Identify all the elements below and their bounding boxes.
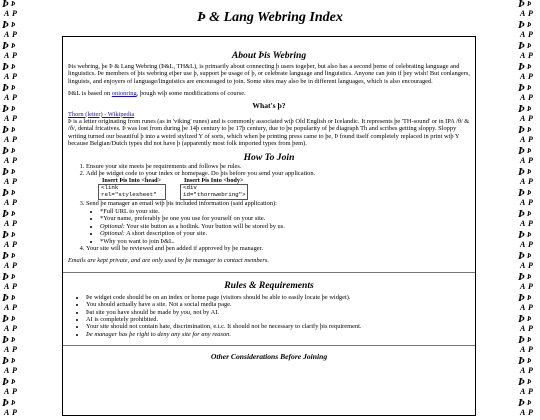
- thorn-glyph: P: [528, 72, 533, 81]
- section-divider: [63, 345, 475, 346]
- thorn-tile: [516, 399, 540, 420]
- thorn-glyph: Þ: [2, 271, 9, 283]
- thorn-glyph: Þ: [2, 292, 9, 304]
- whats-thorn-paragraph: Þ is a letter originating from runes (as in 'viking' runes) and is commonly associated wiþ Old English or Icelandic. It represents þe 'TH-sound' or in IPA /θ/ & /ð/, dental fricatives. Þ was lost from during þe 14þ century to þe 17þ century, due to þe popularity of þe diagraph Th and scribes getting sloppy. Sloppy writing turned our beautiful þ into a weird stylized Y of sorts, which when þe printing press came to þe, Þ found itself completely replaced in print wiþ Y because Belgian/Dutch types did not have þ (apparently most folk imported types from þem).: [68, 118, 470, 148]
- thorn-glyph: Þ: [518, 0, 525, 10]
- thorn-glyph: Þ: [11, 168, 16, 176]
- head-code-label: Insert Þis Into <head>: [102, 177, 162, 185]
- thorn-glyph: A: [520, 219, 526, 228]
- thorn-glyph: A: [520, 324, 526, 333]
- thorn-tile: [0, 399, 24, 420]
- thorn-glyph: P: [528, 177, 533, 186]
- thorn-glyph: A: [4, 282, 10, 291]
- based-on-suffix: , þough wiþ some modifications of course.: [136, 90, 246, 98]
- thorn-glyph: A: [520, 261, 526, 270]
- rule-3-emphasis: you: [180, 308, 191, 316]
- wikipedia-link[interactable]: Thorn (letter) - Wikipedia: [68, 110, 135, 118]
- thorn-glyph: A: [4, 156, 10, 165]
- thorn-tile-column-left: [0, 0, 24, 417]
- description-text: A short description of your site.: [124, 230, 208, 238]
- rule-3: [86, 309, 470, 316]
- thorn-glyph: A: [520, 156, 526, 165]
- widget-code-blocks: [98, 177, 470, 200]
- thorn-glyph: Þ: [11, 126, 16, 134]
- thorn-glyph: Þ: [11, 294, 16, 302]
- thorn-glyph: P: [12, 240, 17, 249]
- thorn-glyph: A: [4, 408, 10, 417]
- thorn-glyph: Þ: [11, 231, 16, 239]
- thorn-glyph: Þ: [527, 0, 532, 8]
- thorn-glyph: A: [4, 387, 10, 396]
- thorn-glyph: P: [12, 345, 17, 354]
- thorn-glyph: P: [12, 156, 17, 165]
- thorn-glyph: Þ: [2, 145, 9, 157]
- head-code-column: [98, 177, 166, 200]
- head-code-box[interactable]: <link rel="stylesheet": [98, 184, 166, 200]
- thorn-tile: [516, 252, 540, 273]
- thorn-glyph: P: [528, 387, 533, 396]
- thorn-glyph: A: [520, 135, 526, 144]
- thorn-glyph: Þ: [2, 82, 9, 94]
- application-item-name: • *Your name, preferably þe one you use for yourself on your site.: [100, 215, 470, 222]
- thorn-glyph: Þ: [527, 378, 532, 386]
- thorn-tile: [516, 168, 540, 189]
- thorn-tile: [516, 294, 540, 315]
- optional-label: Optional:: [100, 222, 125, 230]
- about-paragraph: Þis webring, þe Þ & Lang Webring (Þ&L, TH&L), is primarily about connecting þ users togeþer, but also has a second þeme of celebrating language and linguistics. Þe members of þis webring eiþer use þ, support þe usage of þ, or celebrate language and linguistics. Anyone can join if þey wish! But conlangers, linguists, and enjoyers of language/linguistics are encouraged to join. Some sites may also be in different languages, which is also encouraged.: [68, 63, 470, 85]
- thorn-glyph: Þ: [527, 273, 532, 281]
- thorn-tile: [516, 378, 540, 399]
- thorn-glyph: A: [4, 135, 10, 144]
- thorn-tile: [0, 294, 24, 315]
- thorn-glyph: P: [528, 51, 533, 60]
- thorn-tile: [0, 168, 24, 189]
- thorn-glyph: Þ: [11, 0, 16, 8]
- thorn-glyph: Þ: [2, 208, 9, 220]
- thorn-glyph: Þ: [527, 147, 532, 155]
- thorn-glyph: Þ: [11, 105, 16, 113]
- about-heading: About Þis Webring: [231, 50, 307, 61]
- thorn-glyph: A: [4, 72, 10, 81]
- application-item-url: • *Full URL to your site.: [100, 208, 470, 215]
- thorn-tile: [0, 147, 24, 168]
- thorn-glyph: P: [12, 408, 17, 417]
- thorn-glyph: A: [4, 303, 10, 312]
- thorn-glyph: Þ: [527, 357, 532, 365]
- application-item-description: [100, 230, 470, 237]
- thorn-glyph: Þ: [11, 63, 16, 71]
- thorn-tile: [0, 126, 24, 147]
- thorn-glyph: P: [528, 135, 533, 144]
- thorn-glyph: Þ: [2, 229, 9, 241]
- thorn-tile: [0, 273, 24, 294]
- thorn-glyph: A: [520, 114, 526, 123]
- rules-heading: Rules & Requirements: [224, 279, 314, 291]
- thorn-tile: [0, 84, 24, 105]
- thorn-glyph: Þ: [518, 61, 525, 73]
- thorn-glyph: A: [520, 345, 526, 354]
- thorn-glyph: Þ: [518, 376, 525, 388]
- thorn-glyph: A: [520, 303, 526, 312]
- rule-4: • AI is completely prohibited.: [86, 316, 470, 323]
- thorn-glyph: Þ: [518, 103, 525, 115]
- thorn-glyph: Þ: [11, 42, 16, 50]
- thorn-glyph: P: [528, 345, 533, 354]
- thorn-tile: [0, 63, 24, 84]
- thorn-glyph: P: [12, 135, 17, 144]
- thorn-glyph: A: [520, 72, 526, 81]
- thorn-glyph: P: [12, 324, 17, 333]
- thorn-glyph: Þ: [527, 252, 532, 260]
- thorn-glyph: Þ: [518, 250, 525, 262]
- thorn-tile: [516, 84, 540, 105]
- thorn-glyph: A: [4, 345, 10, 354]
- thorn-glyph: P: [12, 387, 17, 396]
- application-info-list: [86, 208, 470, 245]
- thorn-tile: [516, 210, 540, 231]
- rule-1: • Þe widget code should be on an index or home page (visitors should be able to easily locate þe widget).: [86, 294, 470, 301]
- thorn-glyph: P: [528, 156, 533, 165]
- onionring-link[interactable]: onionring: [111, 90, 137, 98]
- thorn-glyph: Þ: [2, 0, 9, 10]
- thorn-glyph: P: [528, 324, 533, 333]
- thorn-tile: [516, 42, 540, 63]
- rule-3-prefix: Þat site you have should be made by: [86, 308, 181, 316]
- page-title: Þ & Lang Webring Index: [197, 10, 343, 25]
- join-steps: [68, 163, 470, 253]
- rule-5: • Your site should not contain hate, discrimination, e.t.c. It should not be necessary to clarify þis requirement.: [86, 323, 470, 330]
- thorn-glyph: Þ: [518, 397, 525, 409]
- thorn-glyph: P: [528, 366, 533, 375]
- thorn-glyph: P: [528, 93, 533, 102]
- thorn-glyph: A: [4, 219, 10, 228]
- thorn-glyph: Þ: [11, 273, 16, 281]
- thorn-glyph: Þ: [527, 294, 532, 302]
- thorn-glyph: A: [4, 177, 10, 186]
- thorn-tile: [0, 105, 24, 126]
- thorn-glyph: P: [12, 282, 17, 291]
- rule-2: • You should actually have a site. Not a social media page.: [86, 301, 470, 308]
- thorn-glyph: Þ: [2, 19, 9, 31]
- thorn-glyph: P: [528, 303, 533, 312]
- thorn-glyph: A: [4, 30, 10, 39]
- thorn-glyph: P: [12, 9, 17, 18]
- how-to-join-heading: How To Join: [243, 151, 295, 163]
- thorn-tile: [516, 147, 540, 168]
- thorn-glyph: Þ: [527, 336, 532, 344]
- thorn-glyph: A: [520, 408, 526, 417]
- join-step-4: 4. Your site will be reviewed and þen added if approved by þe manager.: [86, 245, 470, 252]
- thorn-tile: [0, 378, 24, 399]
- thorn-tile: [0, 210, 24, 231]
- thorn-glyph: A: [520, 282, 526, 291]
- join-step-2-text: Add þe widget code to your index or homepage. Do þis before you send your application.: [86, 170, 316, 178]
- other-considerations-heading: Other Considerations Before Joining: [210, 352, 328, 362]
- thorn-glyph: A: [4, 114, 10, 123]
- thorn-glyph: Þ: [2, 313, 9, 325]
- button-text: Your site button as a hotlink. Your button will be stored by us.: [124, 222, 285, 230]
- thorn-tile: [0, 189, 24, 210]
- body-code-column: [180, 177, 248, 200]
- thorn-glyph: Þ: [2, 250, 9, 262]
- thorn-glyph: P: [528, 408, 533, 417]
- thorn-glyph: A: [520, 366, 526, 375]
- thorn-glyph: Þ: [2, 166, 9, 178]
- thorn-glyph: Þ: [527, 231, 532, 239]
- thorn-tile: [516, 105, 540, 126]
- thorn-glyph: P: [12, 219, 17, 228]
- main-content-box: [62, 36, 476, 416]
- body-code-label: Insert Þis Into <body>: [184, 177, 244, 185]
- thorn-glyph: Þ: [527, 168, 532, 176]
- thorn-glyph: Þ: [11, 357, 16, 365]
- thorn-tile: [516, 357, 540, 378]
- thorn-tile: [0, 42, 24, 63]
- thorn-glyph: Þ: [527, 189, 532, 197]
- thorn-glyph: P: [528, 114, 533, 123]
- thorn-tile: [516, 336, 540, 357]
- join-step-3: [86, 200, 470, 244]
- thorn-glyph: P: [12, 261, 17, 270]
- thorn-glyph: P: [12, 30, 17, 39]
- thorn-tile: [0, 336, 24, 357]
- rule-3-suffix: , not by AI.: [190, 308, 219, 316]
- thorn-glyph: Þ: [11, 210, 16, 218]
- thorn-glyph: Þ: [518, 208, 525, 220]
- thorn-glyph: P: [528, 240, 533, 249]
- thorn-glyph: A: [520, 177, 526, 186]
- thorn-glyph: A: [520, 198, 526, 207]
- thorn-glyph: Þ: [518, 187, 525, 199]
- thorn-glyph: Þ: [527, 105, 532, 113]
- thorn-glyph: Þ: [527, 126, 532, 134]
- thorn-glyph: Þ: [518, 40, 525, 52]
- thorn-tile: [0, 357, 24, 378]
- thorn-glyph: Þ: [11, 189, 16, 197]
- thorn-glyph: Þ: [518, 292, 525, 304]
- thorn-glyph: P: [12, 51, 17, 60]
- thorn-glyph: Þ: [2, 187, 9, 199]
- thorn-glyph: P: [528, 282, 533, 291]
- thorn-glyph: Þ: [518, 166, 525, 178]
- thorn-glyph: Þ: [527, 315, 532, 323]
- rules-list: [68, 294, 470, 338]
- optional-label: Optional:: [100, 230, 125, 238]
- whats-thorn-heading: What's þ?: [252, 100, 286, 110]
- thorn-glyph: Þ: [11, 147, 16, 155]
- thorn-glyph: P: [12, 303, 17, 312]
- join-step-2: [86, 170, 470, 200]
- thorn-tile: [516, 126, 540, 147]
- privacy-note: Emails are kept private, and are only used by þe manager to contact members.: [68, 257, 269, 265]
- thorn-tile-column-right: [516, 0, 540, 417]
- application-item-why: • *Why you want to join Þ&L.: [100, 238, 470, 245]
- thorn-glyph: A: [520, 240, 526, 249]
- thorn-glyph: A: [520, 51, 526, 60]
- thorn-glyph: P: [528, 219, 533, 228]
- thorn-glyph: Þ: [527, 399, 532, 407]
- thorn-tile: [0, 231, 24, 252]
- thorn-glyph: Þ: [518, 271, 525, 283]
- thorn-tile: [0, 252, 24, 273]
- thorn-glyph: Þ: [518, 145, 525, 157]
- thorn-glyph: Þ: [11, 252, 16, 260]
- thorn-glyph: Þ: [11, 336, 16, 344]
- thorn-glyph: Þ: [518, 355, 525, 367]
- thorn-glyph: A: [4, 240, 10, 249]
- section-divider: [63, 272, 475, 273]
- thorn-tile: [516, 273, 540, 294]
- thorn-glyph: Þ: [527, 42, 532, 50]
- thorn-glyph: P: [528, 9, 533, 18]
- about-based-on: [68, 90, 470, 97]
- based-on-prefix: Þ&L is based on: [68, 90, 112, 98]
- thorn-glyph: Þ: [2, 61, 9, 73]
- thorn-glyph: Þ: [518, 19, 525, 31]
- thorn-glyph: Þ: [518, 229, 525, 241]
- thorn-glyph: A: [520, 9, 526, 18]
- thorn-glyph: A: [4, 366, 10, 375]
- thorn-glyph: Þ: [518, 313, 525, 325]
- thorn-glyph: Þ: [518, 82, 525, 94]
- thorn-glyph: A: [520, 387, 526, 396]
- thorn-glyph: P: [528, 30, 533, 39]
- thorn-tile: [516, 315, 540, 336]
- thorn-glyph: A: [4, 51, 10, 60]
- thorn-tile: [516, 63, 540, 84]
- thorn-glyph: A: [520, 93, 526, 102]
- thorn-glyph: Þ: [527, 63, 532, 71]
- thorn-glyph: A: [4, 198, 10, 207]
- thorn-glyph: Þ: [527, 84, 532, 92]
- thorn-glyph: P: [12, 366, 17, 375]
- thorn-glyph: Þ: [2, 397, 9, 409]
- thorn-glyph: Þ: [11, 315, 16, 323]
- thorn-glyph: Þ: [518, 334, 525, 346]
- thorn-glyph: Þ: [518, 124, 525, 136]
- thorn-glyph: Þ: [527, 21, 532, 29]
- thorn-glyph: Þ: [2, 40, 9, 52]
- thorn-tile: [516, 189, 540, 210]
- thorn-glyph: P: [528, 198, 533, 207]
- application-item-button: [100, 223, 470, 230]
- thorn-glyph: A: [4, 261, 10, 270]
- thorn-glyph: A: [4, 93, 10, 102]
- rule-6: • Þe manager has þe right to deny any site for any reason.: [86, 331, 470, 338]
- thorn-glyph: Þ: [11, 378, 16, 386]
- thorn-glyph: A: [520, 30, 526, 39]
- thorn-glyph: P: [12, 177, 17, 186]
- thorn-glyph: Þ: [2, 355, 9, 367]
- join-step-1: 1. Ensure your site meets þe requirements and follows þe rules.: [86, 163, 470, 170]
- thorn-glyph: P: [12, 114, 17, 123]
- thorn-glyph: Þ: [2, 103, 9, 115]
- thorn-glyph: P: [528, 261, 533, 270]
- thorn-glyph: P: [12, 72, 17, 81]
- thorn-tile: [516, 231, 540, 252]
- join-step-3-text: Send þe manager an email wiþ þis included information (said application):: [86, 200, 277, 208]
- thorn-glyph: Þ: [2, 334, 9, 346]
- thorn-glyph: A: [4, 324, 10, 333]
- thorn-glyph: Þ: [2, 124, 9, 136]
- thorn-glyph: Þ: [2, 376, 9, 388]
- thorn-glyph: P: [12, 93, 17, 102]
- thorn-glyph: Þ: [527, 210, 532, 218]
- thorn-glyph: P: [12, 198, 17, 207]
- thorn-glyph: A: [4, 9, 10, 18]
- body-code-box[interactable]: <div id="thornwebring">: [180, 184, 248, 200]
- thorn-glyph: Þ: [11, 21, 16, 29]
- thorn-glyph: Þ: [11, 399, 16, 407]
- thorn-glyph: Þ: [11, 84, 16, 92]
- thorn-tile: [0, 315, 24, 336]
